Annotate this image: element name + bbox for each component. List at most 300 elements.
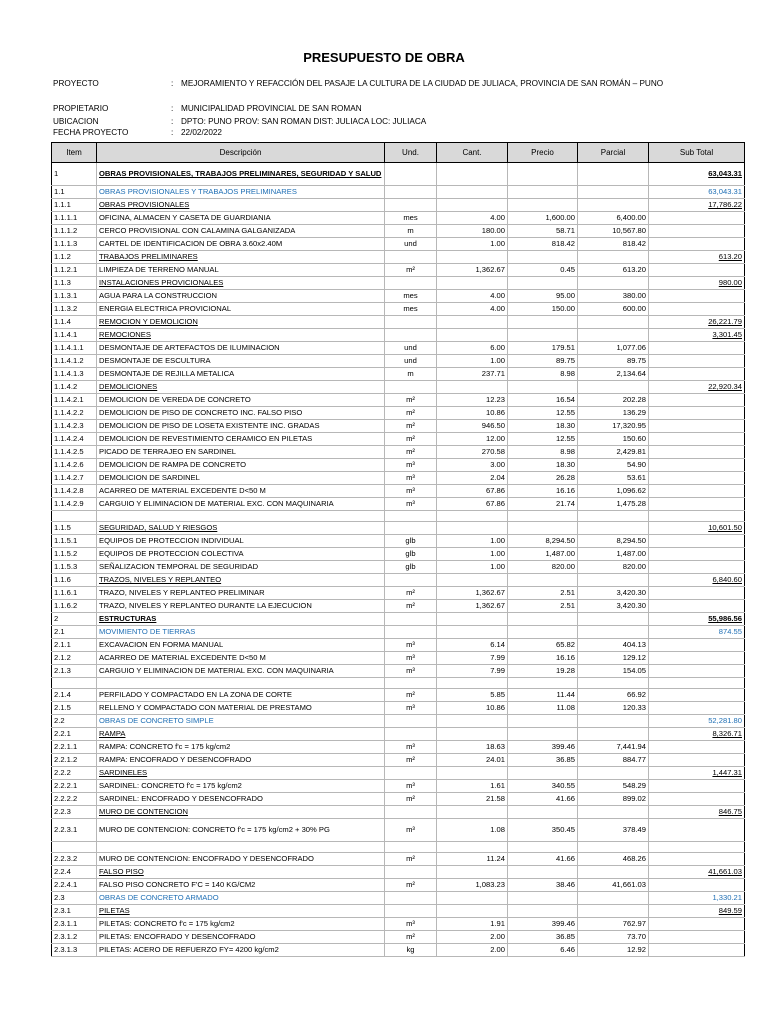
cell-description: TRAZO, NIVELES Y REPLANTEO PRELIMINAR xyxy=(97,587,385,600)
cell-description: DEMOLICION DE SARDINEL xyxy=(97,472,385,485)
cell-partial xyxy=(578,511,649,522)
cell-item: 1.1.6.2 xyxy=(52,600,97,613)
cell-quantity: 12.00 xyxy=(437,433,508,446)
cell-unit: und xyxy=(385,355,437,368)
cell-price: 36.85 xyxy=(508,931,578,944)
cell-partial xyxy=(578,251,649,264)
cell-item xyxy=(52,511,97,522)
field-separator: : xyxy=(171,117,174,126)
cell-subtotal: 3,301.45 xyxy=(649,329,745,342)
cell-description: ACARREO DE MATERIAL EXCEDENTE D<50 M xyxy=(97,485,385,498)
table-row xyxy=(52,303,745,316)
cell-unit: m² xyxy=(385,394,437,407)
cell-unit: m² xyxy=(385,407,437,420)
cell-price: 16.16 xyxy=(508,485,578,498)
table-row xyxy=(52,548,745,561)
cell-quantity xyxy=(437,892,508,905)
table-row xyxy=(52,316,745,329)
cell-subtotal xyxy=(649,238,745,251)
cell-partial xyxy=(578,905,649,918)
cell-description: OBRAS PROVISIONALES Y TRABAJOS PRELIMINARES xyxy=(97,186,385,199)
table-row xyxy=(52,905,745,918)
cell-subtotal: 613.20 xyxy=(649,251,745,264)
cell-partial: 2,429.81 xyxy=(578,446,649,459)
cell-partial: 150.60 xyxy=(578,433,649,446)
cell-unit xyxy=(385,574,437,587)
table-row xyxy=(52,264,745,277)
table-row xyxy=(52,472,745,485)
cell-price: 95.00 xyxy=(508,290,578,303)
cell-quantity: 1,362.67 xyxy=(437,264,508,277)
cell-price xyxy=(508,186,578,199)
cell-price: 58.71 xyxy=(508,225,578,238)
cell-price: 26.28 xyxy=(508,472,578,485)
cell-subtotal: 17,786.22 xyxy=(649,199,745,212)
cell-partial: 54.90 xyxy=(578,459,649,472)
cell-description: PILETAS: ACERO DE REFUERZO FY= 4200 kg/cm2 xyxy=(97,944,385,957)
cell-description: MOVIMIENTO DE TIERRAS xyxy=(97,626,385,639)
cell-quantity: 7.99 xyxy=(437,665,508,678)
cell-unit: m³ xyxy=(385,819,437,842)
cell-quantity xyxy=(437,522,508,535)
cell-quantity xyxy=(437,381,508,394)
cell-price: 16.16 xyxy=(508,652,578,665)
cell-subtotal xyxy=(649,433,745,446)
cell-price xyxy=(508,511,578,522)
cell-price: 12.55 xyxy=(508,407,578,420)
cell-description: TRAZOS, NIVELES Y REPLANTEO xyxy=(97,574,385,587)
cell-subtotal: 8,326.71 xyxy=(649,728,745,741)
cell-unit: m³ xyxy=(385,780,437,793)
cell-unit: m³ xyxy=(385,741,437,754)
table-row xyxy=(52,251,745,264)
cell-description: DESMONTAJE DE ARTEFACTOS DE ILUMINACION xyxy=(97,342,385,355)
cell-partial: 1,487.00 xyxy=(578,548,649,561)
cell-subtotal xyxy=(649,652,745,665)
cell-item: 2.2.2.2 xyxy=(52,793,97,806)
cell-quantity xyxy=(437,678,508,689)
table-row xyxy=(52,702,745,715)
field-proyecto xyxy=(53,78,663,89)
field-propietario xyxy=(53,103,362,114)
cell-description xyxy=(97,678,385,689)
table-row xyxy=(52,626,745,639)
table-row xyxy=(52,754,745,767)
cell-subtotal xyxy=(649,498,745,511)
cell-item: 2.2.3 xyxy=(52,806,97,819)
cell-partial: 202.28 xyxy=(578,394,649,407)
cell-subtotal xyxy=(649,689,745,702)
cell-subtotal xyxy=(649,842,745,853)
table-row xyxy=(52,511,745,522)
cell-subtotal xyxy=(649,548,745,561)
cell-price xyxy=(508,522,578,535)
table-row xyxy=(52,918,745,931)
cell-subtotal xyxy=(649,793,745,806)
cell-unit: und xyxy=(385,238,437,251)
cell-quantity xyxy=(437,728,508,741)
cell-item: 2.2.1.1 xyxy=(52,741,97,754)
cell-unit: m² xyxy=(385,433,437,446)
cell-quantity: 4.00 xyxy=(437,303,508,316)
table-row xyxy=(52,407,745,420)
cell-description: DEMOLICION DE PISO DE CONCRETO INC. FALSO PISO xyxy=(97,407,385,420)
cell-subtotal xyxy=(649,853,745,866)
cell-description: RAMPA: CONCRETO f'c = 175 kg/cm2 xyxy=(97,741,385,754)
cell-subtotal xyxy=(649,303,745,316)
cell-description: CARTEL DE IDENTIFICACION DE OBRA 3.60x2.40M xyxy=(97,238,385,251)
cell-item: 1.1.5.3 xyxy=(52,561,97,574)
cell-unit xyxy=(385,613,437,626)
cell-subtotal xyxy=(649,665,745,678)
cell-quantity: 1.00 xyxy=(437,561,508,574)
cell-quantity xyxy=(437,511,508,522)
cell-quantity: 67.86 xyxy=(437,498,508,511)
table-row xyxy=(52,199,745,212)
cell-unit: m³ xyxy=(385,918,437,931)
cell-unit xyxy=(385,715,437,728)
field-value: DPTO: PUNO PROV: SAN ROMAN DIST: JULIACA LOC: JULIACA xyxy=(181,117,427,126)
field-separator: : xyxy=(171,79,174,88)
cell-price xyxy=(508,316,578,329)
cell-description: PICADO DE TERRAJEO EN SARDINEL xyxy=(97,446,385,459)
cell-price xyxy=(508,767,578,780)
cell-price xyxy=(508,613,578,626)
cell-price: 179.51 xyxy=(508,342,578,355)
cell-quantity: 1,362.67 xyxy=(437,587,508,600)
cell-quantity xyxy=(437,277,508,290)
cell-quantity: 270.58 xyxy=(437,446,508,459)
cell-item: 1.1.3.2 xyxy=(52,303,97,316)
cell-partial: 17,320.95 xyxy=(578,420,649,433)
table-row xyxy=(52,277,745,290)
cell-price: 41.66 xyxy=(508,793,578,806)
cell-unit: mes xyxy=(385,290,437,303)
header-description: Descripción xyxy=(97,143,385,163)
table-row xyxy=(52,238,745,251)
cell-quantity: 1.08 xyxy=(437,819,508,842)
cell-subtotal: 1,330.21 xyxy=(649,892,745,905)
cell-partial: 1,475.28 xyxy=(578,498,649,511)
cell-subtotal: 55,986.56 xyxy=(649,613,745,626)
cell-partial xyxy=(578,715,649,728)
table-row xyxy=(52,652,745,665)
cell-subtotal xyxy=(649,754,745,767)
cell-quantity: 2.00 xyxy=(437,944,508,957)
cell-item: 1.1.4.2.9 xyxy=(52,498,97,511)
cell-unit: m³ xyxy=(385,485,437,498)
cell-subtotal: 10,601.50 xyxy=(649,522,745,535)
cell-quantity: 12.23 xyxy=(437,394,508,407)
cell-price xyxy=(508,892,578,905)
field-label: UBICACION xyxy=(53,117,99,126)
cell-item: 1.1.2.1 xyxy=(52,264,97,277)
cell-item: 1.1.4.2 xyxy=(52,381,97,394)
cell-partial xyxy=(578,522,649,535)
table-row xyxy=(52,600,745,613)
cell-item: 2.3.1 xyxy=(52,905,97,918)
cell-description: ACARREO DE MATERIAL EXCEDENTE D<50 M xyxy=(97,652,385,665)
cell-unit xyxy=(385,163,437,186)
cell-subtotal xyxy=(649,264,745,277)
cell-description: SARDINELES xyxy=(97,767,385,780)
cell-price: 11.44 xyxy=(508,689,578,702)
cell-unit: m² xyxy=(385,879,437,892)
cell-quantity: 2.04 xyxy=(437,472,508,485)
cell-price xyxy=(508,728,578,741)
cell-subtotal xyxy=(649,472,745,485)
cell-quantity xyxy=(437,866,508,879)
table-row xyxy=(52,678,745,689)
cell-price: 41.66 xyxy=(508,853,578,866)
cell-subtotal xyxy=(649,212,745,225)
cell-subtotal xyxy=(649,420,745,433)
cell-description: EQUIPOS DE PROTECCION COLECTIVA xyxy=(97,548,385,561)
table-row xyxy=(52,459,745,472)
cell-description xyxy=(97,511,385,522)
cell-partial: 8,294.50 xyxy=(578,535,649,548)
table-row xyxy=(52,535,745,548)
cell-description: DEMOLICION DE PISO DE LOSETA EXISTENTE INC. GRADAS xyxy=(97,420,385,433)
cell-price: 150.00 xyxy=(508,303,578,316)
cell-unit xyxy=(385,905,437,918)
cell-unit: m² xyxy=(385,446,437,459)
cell-description: ENERGIA ELECTRICA PROVICIONAL xyxy=(97,303,385,316)
cell-subtotal xyxy=(649,639,745,652)
cell-unit xyxy=(385,842,437,853)
cell-partial: 899.02 xyxy=(578,793,649,806)
cell-subtotal: 26,221.79 xyxy=(649,316,745,329)
cell-item: 2.3 xyxy=(52,892,97,905)
table-row xyxy=(52,879,745,892)
cell-unit: mes xyxy=(385,303,437,316)
cell-partial: 404.13 xyxy=(578,639,649,652)
cell-unit xyxy=(385,251,437,264)
header-quantity: Cant. xyxy=(437,143,508,163)
cell-item: 1.1 xyxy=(52,186,97,199)
cell-partial xyxy=(578,806,649,819)
table-row xyxy=(52,522,745,535)
cell-partial xyxy=(578,626,649,639)
cell-quantity: 1.00 xyxy=(437,548,508,561)
cell-description: SEGURIDAD, SALUD Y RIESGOS xyxy=(97,522,385,535)
cell-price xyxy=(508,163,578,186)
cell-price: 6.46 xyxy=(508,944,578,957)
cell-item: 2.2.1 xyxy=(52,728,97,741)
table-row xyxy=(52,866,745,879)
cell-price: 1,600.00 xyxy=(508,212,578,225)
budget-table xyxy=(51,142,745,957)
cell-quantity: 180.00 xyxy=(437,225,508,238)
table-row xyxy=(52,806,745,819)
cell-description: DEMOLICION DE RAMPA DE CONCRETO xyxy=(97,459,385,472)
cell-item: 2.2.1.2 xyxy=(52,754,97,767)
cell-unit: und xyxy=(385,342,437,355)
cell-partial: 1,096.62 xyxy=(578,485,649,498)
cell-subtotal xyxy=(649,485,745,498)
header-price: Precio xyxy=(508,143,578,163)
cell-description xyxy=(97,842,385,853)
cell-description: DESMONTAJE DE REJILLA METALICA xyxy=(97,368,385,381)
cell-quantity xyxy=(437,574,508,587)
cell-subtotal: 22,920.34 xyxy=(649,381,745,394)
table-row xyxy=(52,381,745,394)
cell-quantity: 10.86 xyxy=(437,702,508,715)
cell-price: 19.28 xyxy=(508,665,578,678)
cell-unit: m² xyxy=(385,754,437,767)
cell-item: 1.1.4.1.1 xyxy=(52,342,97,355)
cell-partial xyxy=(578,728,649,741)
header-unit: Und. xyxy=(385,143,437,163)
cell-unit: m³ xyxy=(385,639,437,652)
cell-item: 1.1.4.2.4 xyxy=(52,433,97,446)
cell-unit xyxy=(385,511,437,522)
table-row xyxy=(52,290,745,303)
table-row xyxy=(52,613,745,626)
table-row xyxy=(52,780,745,793)
table-row xyxy=(52,394,745,407)
cell-item: 2.2.3.2 xyxy=(52,853,97,866)
cell-quantity xyxy=(437,199,508,212)
cell-item: 1.1.4.2.1 xyxy=(52,394,97,407)
cell-quantity: 237.71 xyxy=(437,368,508,381)
cell-item: 1.1.1.2 xyxy=(52,225,97,238)
cell-item: 1.1.3.1 xyxy=(52,290,97,303)
cell-subtotal: 63,043.31 xyxy=(649,186,745,199)
cell-price xyxy=(508,574,578,587)
cell-partial xyxy=(578,767,649,780)
cell-item: 1.1.5.2 xyxy=(52,548,97,561)
cell-description: CARGUIO Y ELIMINACION DE MATERIAL EXC. CON MAQUINARIA xyxy=(97,665,385,678)
cell-unit: glb xyxy=(385,548,437,561)
table-row xyxy=(52,212,745,225)
cell-item: 2.1 xyxy=(52,626,97,639)
cell-item: 1.1.6 xyxy=(52,574,97,587)
cell-partial: 129.12 xyxy=(578,652,649,665)
cell-price: 0.45 xyxy=(508,264,578,277)
cell-description: SEÑALIZACION TEMPORAL DE SEGURIDAD xyxy=(97,561,385,574)
table-row xyxy=(52,767,745,780)
table-row xyxy=(52,793,745,806)
cell-item: 2.2.4 xyxy=(52,866,97,879)
cell-partial xyxy=(578,574,649,587)
cell-item: 1.1.4.1 xyxy=(52,329,97,342)
table-row xyxy=(52,741,745,754)
cell-price: 11.08 xyxy=(508,702,578,715)
cell-item: 1.1.4.2.8 xyxy=(52,485,97,498)
table-row xyxy=(52,446,745,459)
cell-partial: 762.97 xyxy=(578,918,649,931)
cell-subtotal: 41,661.03 xyxy=(649,866,745,879)
cell-unit: m² xyxy=(385,600,437,613)
cell-item xyxy=(52,678,97,689)
cell-price: 818.42 xyxy=(508,238,578,251)
table-row xyxy=(52,329,745,342)
cell-subtotal xyxy=(649,741,745,754)
cell-item: 1.1.1.1 xyxy=(52,212,97,225)
cell-description: FALSO PISO xyxy=(97,866,385,879)
cell-subtotal: 846.75 xyxy=(649,806,745,819)
cell-subtotal xyxy=(649,225,745,238)
table-row xyxy=(52,639,745,652)
cell-partial xyxy=(578,329,649,342)
cell-item: 1.1.5.1 xyxy=(52,535,97,548)
table-row xyxy=(52,715,745,728)
cell-unit xyxy=(385,767,437,780)
cell-description: OBRAS DE CONCRETO SIMPLE xyxy=(97,715,385,728)
cell-item: 1.1.1.3 xyxy=(52,238,97,251)
cell-unit: m³ xyxy=(385,459,437,472)
table-row xyxy=(52,433,745,446)
cell-subtotal xyxy=(649,394,745,407)
cell-price: 36.85 xyxy=(508,754,578,767)
cell-description: MURO DE CONTENCION: CONCRETO f'c = 175 kg/cm2 + 30% PG xyxy=(97,819,385,842)
table-row xyxy=(52,944,745,957)
cell-price xyxy=(508,277,578,290)
cell-partial: 3,420.30 xyxy=(578,600,649,613)
cell-unit: mes xyxy=(385,212,437,225)
cell-price: 18.30 xyxy=(508,420,578,433)
cell-price: 21.74 xyxy=(508,498,578,511)
cell-price xyxy=(508,866,578,879)
cell-unit xyxy=(385,866,437,879)
header-partial: Parcial xyxy=(578,143,649,163)
cell-description: CARGUIO Y ELIMINACION DE MATERIAL EXC. CON MAQUINARIA xyxy=(97,498,385,511)
cell-partial: 380.00 xyxy=(578,290,649,303)
table-row xyxy=(52,574,745,587)
cell-unit xyxy=(385,329,437,342)
cell-price xyxy=(508,905,578,918)
cell-item: 1.1.4.2.5 xyxy=(52,446,97,459)
cell-item: 1.1.6.1 xyxy=(52,587,97,600)
cell-partial xyxy=(578,277,649,290)
cell-quantity: 1.91 xyxy=(437,918,508,931)
cell-unit: m² xyxy=(385,587,437,600)
cell-subtotal xyxy=(649,561,745,574)
cell-item: 1.1.2 xyxy=(52,251,97,264)
cell-item: 2.3.1.1 xyxy=(52,918,97,931)
cell-quantity: 1.00 xyxy=(437,355,508,368)
cell-description: MURO DE CONTENCION: ENCOFRADO Y DESENCOFRADO xyxy=(97,853,385,866)
cell-price xyxy=(508,626,578,639)
cell-quantity: 11.24 xyxy=(437,853,508,866)
cell-partial xyxy=(578,186,649,199)
cell-description: TRAZO, NIVELES Y REPLANTEO DURANTE LA EJECUCION xyxy=(97,600,385,613)
cell-unit xyxy=(385,316,437,329)
cell-subtotal: 874.55 xyxy=(649,626,745,639)
cell-subtotal xyxy=(649,446,745,459)
cell-price xyxy=(508,806,578,819)
cell-partial xyxy=(578,613,649,626)
cell-price: 399.46 xyxy=(508,741,578,754)
cell-price xyxy=(508,329,578,342)
table-row xyxy=(52,819,745,842)
cell-partial: 613.20 xyxy=(578,264,649,277)
table-row xyxy=(52,842,745,853)
cell-price: 18.30 xyxy=(508,459,578,472)
field-label: FECHA PROYECTO xyxy=(53,128,129,137)
cell-unit xyxy=(385,199,437,212)
cell-partial: 820.00 xyxy=(578,561,649,574)
cell-item: 2 xyxy=(52,613,97,626)
cell-quantity: 1.00 xyxy=(437,535,508,548)
cell-quantity: 6.00 xyxy=(437,342,508,355)
cell-description: OFICINA, ALMACEN Y CASETA DE GUARDIANIA xyxy=(97,212,385,225)
cell-unit: m² xyxy=(385,689,437,702)
cell-unit: m³ xyxy=(385,702,437,715)
cell-description: RAMPA xyxy=(97,728,385,741)
cell-item: 1.1.3 xyxy=(52,277,97,290)
